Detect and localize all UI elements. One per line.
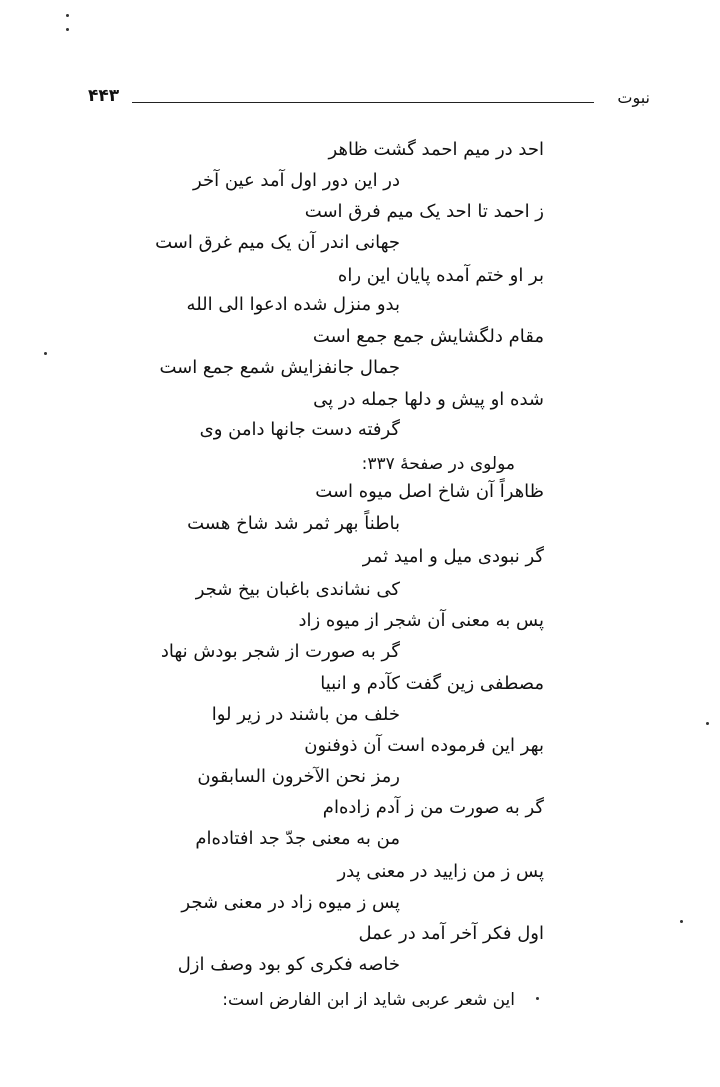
verse-3-first-hemistich: بر او ختم آمده پایان این راه: [337, 265, 544, 286]
verse-2-second-hemistich: جهانی اندر آن یک میم غرق است: [155, 232, 400, 253]
verse-9-first-hemistich: مصطفی زین گفت کآدم و انبیا: [320, 673, 544, 694]
running-head: نبوت: [617, 88, 650, 107]
scan-speck: [680, 920, 683, 923]
verse-12-second-hemistich: پس ز میوه زاد در معنی شجر: [181, 892, 400, 913]
page-number: ۴۴۳: [88, 86, 120, 106]
verse-4-first-hemistich: مقام دلگشایش جمع جمع است: [312, 326, 544, 347]
scan-speck: [536, 997, 539, 1000]
verse-13-first-hemistich: اول فکر آخر آمد در عمل: [358, 923, 544, 944]
closing-note: این شعر عربی شاید از ابن الفارض است:: [222, 990, 515, 1010]
verse-5-first-hemistich: شده او پیش و دلها جمله در پی: [313, 389, 544, 410]
verse-3-second-hemistich: بدو منزل شده ادعوا الی الله: [186, 294, 400, 315]
scan-speck: [66, 14, 69, 17]
verse-12-first-hemistich: پس ز من زایید در معنی پدر: [337, 861, 544, 882]
verse-8-second-hemistich: گر به صورت از شجر بودش نهاد: [160, 641, 400, 662]
verse-1-second-hemistich: در این دور اول آمد عین آخر: [193, 170, 400, 191]
verse-13-second-hemistich: خاصه فکری کو بود وصف ازل: [177, 954, 400, 975]
verse-7-second-hemistich: کی نشاندی باغبان بیخ شجر: [195, 579, 400, 600]
verse-10-first-hemistich: بهر این فرموده است آن ذوفنون: [304, 735, 544, 756]
verse-11-second-hemistich: من به معنی جدّ جد افتاده‌ام: [195, 828, 400, 849]
verse-1-first-hemistich: احد در میم احمد گشت ظاهر: [328, 139, 544, 160]
verse-7-first-hemistich: گر نبودی میل و امید ثمر: [362, 546, 544, 567]
verse-6-second-hemistich: باطناً بهر ثمر شد شاخ هست: [187, 513, 400, 534]
scan-speck: [66, 28, 69, 31]
verse-2-first-hemistich: ز احمد تا احد یک میم فرق است: [304, 201, 544, 222]
verse-9-second-hemistich: خلف من باشند در زیر لوا: [211, 704, 400, 725]
scan-speck: [44, 352, 47, 355]
verse-6-first-hemistich: ظاهراً آن شاخ اصل میوه است: [315, 481, 544, 502]
section-caption: مولوی در صفحهٔ ۳۳۷:: [361, 454, 515, 474]
page-header: [88, 86, 650, 116]
verse-10-second-hemistich: رمز نحن الآخرون السابقون: [197, 766, 400, 787]
header-rule: [132, 102, 594, 103]
verse-5-second-hemistich: گرفته دست جانها دامن وی: [199, 419, 400, 440]
scan-speck: [706, 722, 709, 725]
verse-4-second-hemistich: جمال جانفزایش شمع جمع است: [159, 357, 400, 378]
verse-11-first-hemistich: گر به صورت من ز آدم زاده‌ام: [322, 797, 544, 818]
verse-8-first-hemistich: پس به معنی آن شجر از میوه زاد: [298, 610, 544, 631]
